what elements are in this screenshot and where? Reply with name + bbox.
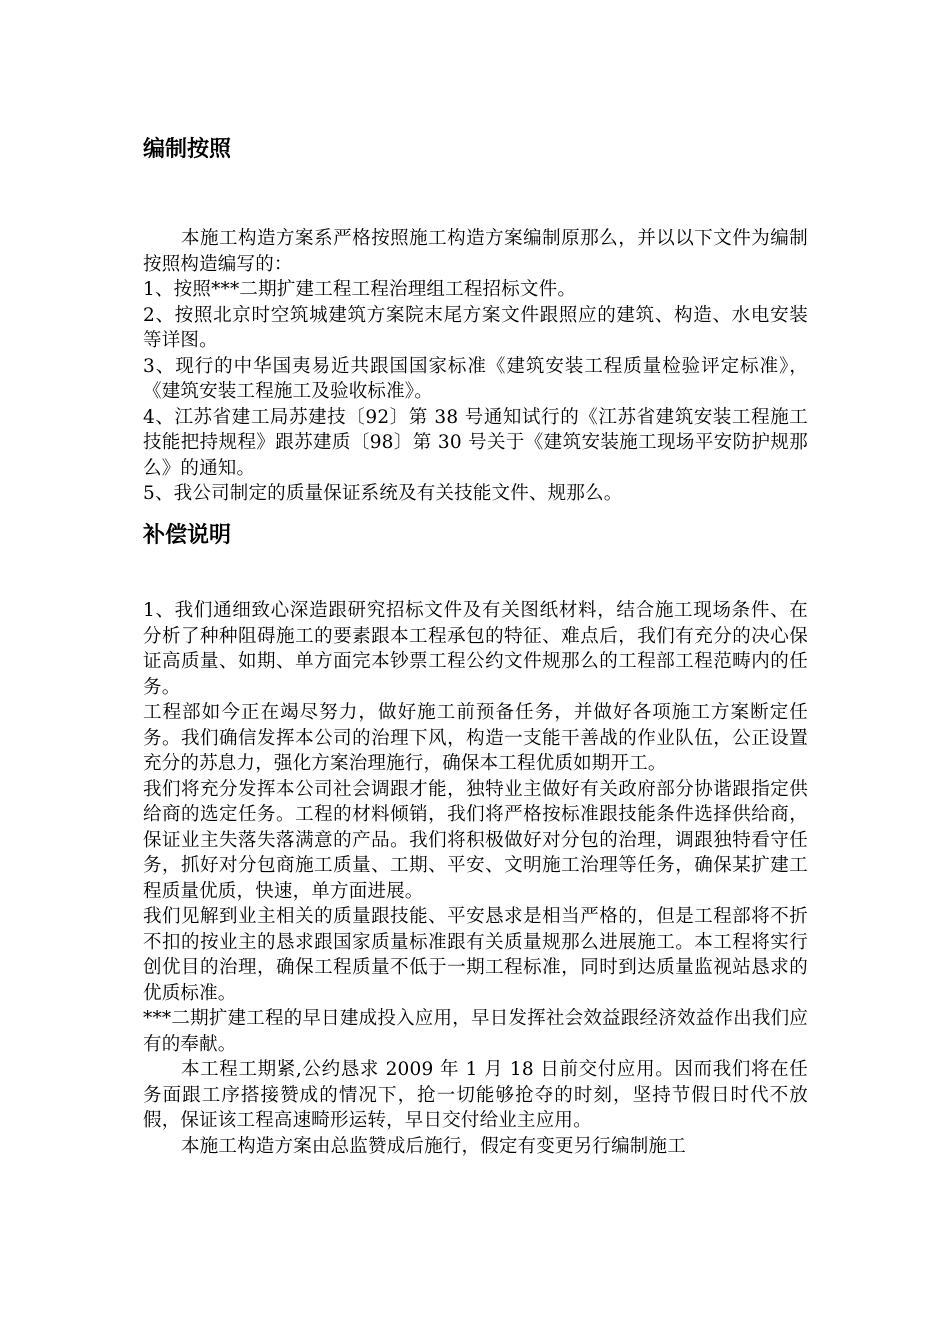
basis-item-2: 2、按照北京时空筑城建筑方案院末尾方案文件跟照应的建筑、构造、水电安装等详图。 [143, 304, 808, 351]
basis-item-1: 1、按照***二期扩建工程工程治理组工程招标文件。 [143, 279, 577, 300]
document-content [143, 130, 808, 1157]
basis-item-5: 5、我公司制定的质量保证系统及有关技能文件、规那么。 [143, 483, 623, 504]
supplement-paragraph-7: 本施工构造方案由总监赞成后施行，假定有变更另行编制施工 [181, 1135, 686, 1157]
supplement-paragraph-6: 本工程工期紧,公约恳求 2009 年 1 月 18 日前交付应用。因而我们将在任务面跟工序搭接赞成的情况下，抢一切能够抢夺的时刻，坚持节假日时代不放假，保证该工程高速畸形运转，早日交付给业主应用。 [143, 1059, 808, 1131]
supplement-section-body [143, 598, 808, 1159]
basis-item-4: 4、江苏省建工局苏建技〔92〕第 38 号通知试行的《江苏省建筑安装工程施工技能把持规程》跟苏建质〔98〕第 30 号关于《建筑安装施工现场平安防护规那么》的通知。 [143, 406, 808, 479]
section-heading-basis: 编制按照 [143, 137, 232, 162]
basis-item-3: 3、现行的中华国夷易近共跟国国家标准《建筑安装工程质量检验评定标准》，《建筑安装工程施工及验收标准》。 [143, 355, 808, 402]
supplement-paragraph-3: 我们将充分发挥本公司社会调跟才能，独特业主做好有关政府部分协谐跟指定供给商的选定任务。工程的材料倾销，我们将严格按标准跟技能条件选择供给商，保证业主失落失落满意的产品。我们将积极做好对分包的治理，调跟独特看守任务，抓好对分包商施工质量、工期、平安、文明施工治理等任务，确保某扩建工程质量优质，快速，单方面进展。 [143, 778, 808, 902]
section-heading-supplement: 补偿说明 [143, 523, 232, 548]
supplement-paragraph-4: 我们见解到业主相关的质量跟技能、平安恳求是相当严格的，但是工程部将不折不扣的按业主的恳求跟国家质量标准跟有关质量规那么进展施工。本工程将实行创优目的治理，确保工程质量不低于一期工程标准，同时到达质量监视站恳求的优质标准。 [143, 906, 808, 1004]
supplement-paragraph-5: ***二期扩建工程的早日建成投入应用，早日发挥社会效益跟经济效益作出我们应有的奉献。 [143, 1008, 808, 1055]
supplement-paragraph-2: 工程部如今正在竭尽努力，做好施工前预备任务，并做好各项施工方案断定任务。我们确信发挥本公司的治理下风，构造一支能干善战的作业队伍，公正设置充分的苏息力，强化方案治理施行，确保本工程优质如期开工。 [143, 702, 808, 774]
basis-intro-paragraph: 本施工构造方案系严格按照施工构造方案编制原那么，并以以下文件为编制按照构造编写的： [143, 228, 808, 275]
supplement-paragraph-1: 1、我们通细致心深造跟研究招标文件及有关图纸材料，结合施工现场条件、在分析了种种阻碍施工的要素跟本工程承包的特征、难点后，我们有充分的决心保证高质量、如期、单方面完本钞票工程公约文件规那么的工程部工程范畴内的任务。 [143, 600, 808, 698]
basis-section-body [143, 226, 808, 507]
